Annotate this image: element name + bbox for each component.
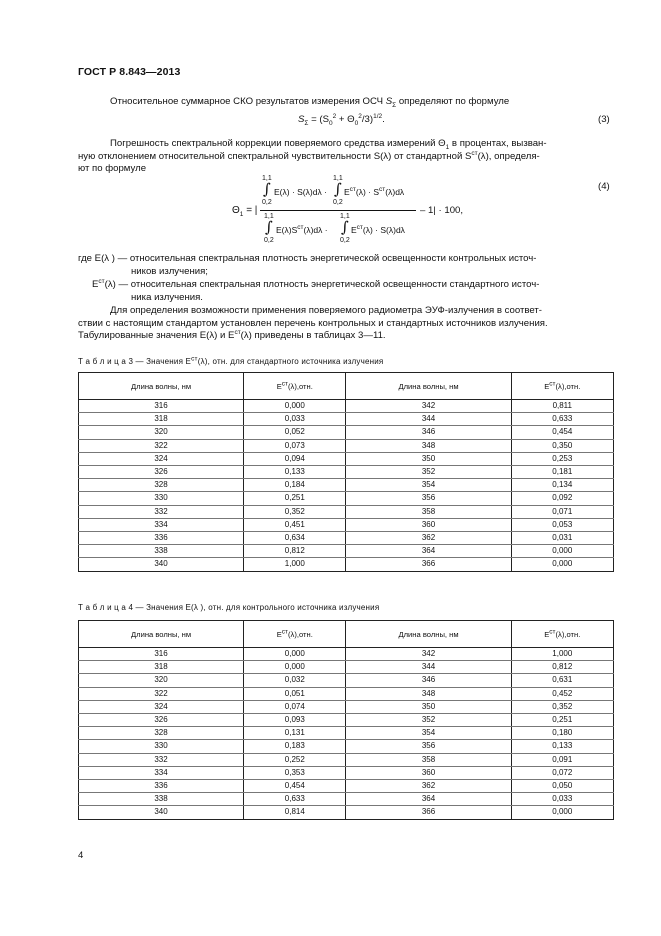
table-cell: 0,053 (511, 518, 613, 531)
table-cell: 0,052 (244, 426, 346, 439)
table-cell: 354 (346, 479, 511, 492)
table-row (79, 545, 614, 558)
table-cell: 0,183 (244, 740, 346, 753)
column-header: $E^{ст}(\lambda),отн$. (244, 373, 346, 400)
table-cell: 326 (79, 714, 244, 727)
column-header: Длина волны, нм (79, 621, 244, 648)
table-cell: 356 (346, 740, 511, 753)
table-cell: 0,072 (511, 766, 613, 779)
table-cell: 0,251 (244, 492, 346, 505)
table-row (79, 439, 614, 452)
column-header: Длина волны, нм (346, 373, 511, 400)
table-row (79, 766, 614, 779)
table-cell: 328 (79, 479, 244, 492)
table-cell: 0,093 (244, 714, 346, 727)
document-header: ГОСТ Р 8.843—2013 (78, 66, 181, 78)
table-cell: 0,133 (511, 740, 613, 753)
table-cell: 336 (79, 532, 244, 545)
table-cell: 348 (346, 687, 511, 700)
table-header-row (79, 621, 614, 648)
table-cell: 324 (79, 452, 244, 465)
integral-sign: ∫ (341, 218, 349, 236)
table-cell: 0,033 (244, 413, 346, 426)
table-cell: 316 (79, 400, 244, 413)
table-cell: 360 (346, 766, 511, 779)
table-cell: 344 (346, 661, 511, 674)
integral-sign: ∫ (263, 180, 271, 198)
table-cell: 334 (79, 518, 244, 531)
table-row (79, 413, 614, 426)
column-header: $E^{ст}(\lambda),отн$. (511, 373, 613, 400)
table-cell: 0,074 (244, 700, 346, 713)
table-row (79, 558, 614, 571)
table-cell: 336 (79, 780, 244, 793)
table-3 (78, 372, 614, 572)
table-row (79, 714, 614, 727)
table-cell: 0,000 (511, 806, 613, 819)
table-cell: 1,000 (244, 558, 346, 571)
table-cell: 0,000 (244, 661, 346, 674)
table-row (79, 505, 614, 518)
table-cell: 332 (79, 505, 244, 518)
table-cell: 322 (79, 439, 244, 452)
table-cell: 338 (79, 793, 244, 806)
table-cell: 0,033 (511, 793, 613, 806)
table-row (79, 452, 614, 465)
paragraph-sources: Для определения возможности применения поверяемого радиометра ЭУФ-излучения в соответ- ствии с настоящим стандартом установлен перечень контрольных и стандартных источников излучения. Табулированные значения E(λ) и $E^{ст}(\lambda)$ приведены в таблицах 3—11. (78, 305, 548, 342)
table-row (79, 648, 614, 661)
table-cell: 0,092 (511, 492, 613, 505)
column-header: $E^{ст}(\lambda),отн$. (244, 621, 346, 648)
table-cell: 350 (346, 452, 511, 465)
fraction-line (260, 210, 416, 211)
table-cell: 0,812 (511, 661, 613, 674)
table-cell: 346 (346, 426, 511, 439)
table-cell: 352 (346, 714, 511, 727)
table-cell: 0,451 (244, 518, 346, 531)
table-cell: 340 (79, 806, 244, 819)
table-cell: 0,454 (244, 780, 346, 793)
paragraph-sko: Относительное суммарное СКО результатов измерения ОСЧ $S_\Sigma$ определяют по формуле (110, 96, 510, 109)
table-cell: 0,631 (511, 674, 613, 687)
table-cell: 330 (79, 492, 244, 505)
table-cell: 342 (346, 648, 511, 661)
table-cell: 352 (346, 466, 511, 479)
table-cell: 0,633 (511, 413, 613, 426)
table-row (79, 700, 614, 713)
table-cell: 0,350 (511, 439, 613, 452)
table-cell: 346 (346, 674, 511, 687)
table-cell: 0,000 (511, 558, 613, 571)
table-cell: 0,031 (511, 532, 613, 545)
table-cell: 0,131 (244, 727, 346, 740)
table-cell: 326 (79, 466, 244, 479)
table-cell: 0,091 (511, 753, 613, 766)
column-header: Длина волны, нм (79, 373, 244, 400)
table-row (79, 426, 614, 439)
table-row (79, 806, 614, 819)
table-row (79, 661, 614, 674)
table-cell: 0,000 (511, 545, 613, 558)
table-cell: 366 (346, 558, 511, 571)
table-row (79, 466, 614, 479)
table-cell: 360 (346, 518, 511, 531)
table-cell: 366 (346, 806, 511, 819)
table-cell: 0,000 (244, 400, 346, 413)
table-cell: 0,811 (511, 400, 613, 413)
table-cell: 330 (79, 740, 244, 753)
table-cell: 0,181 (511, 466, 613, 479)
paragraph-error: Погрешность спектральной коррекции поверяемого средства измерений $\Theta_1$ в процентах, вызван- ную отклонением относительной спектральной чувствительности S(λ) от стандартной $S^{ст}(\lambda)$, определя- ют по формуле (78, 138, 547, 175)
table-cell: 0,252 (244, 753, 346, 766)
table-cell: 0,251 (511, 714, 613, 727)
equation-3: $S_\Sigma = (S_0^2 + \Theta_0^2/3)^{1/2}$. (298, 112, 385, 127)
table-cell: 0,180 (511, 727, 613, 740)
page-number: 4 (78, 850, 84, 861)
table-cell: 364 (346, 793, 511, 806)
table-cell: 0,452 (511, 687, 613, 700)
table-cell: 328 (79, 727, 244, 740)
table-cell: 334 (79, 766, 244, 779)
table-cell: 364 (346, 545, 511, 558)
table-4 (78, 620, 614, 820)
table-cell: 0,071 (511, 505, 613, 518)
table-cell: 0,032 (244, 674, 346, 687)
table-cell: 0,253 (511, 452, 613, 465)
table-row (79, 793, 614, 806)
table-cell: 358 (346, 753, 511, 766)
table-cell: 322 (79, 687, 244, 700)
table-row (79, 518, 614, 531)
table-cell: 0,634 (244, 532, 346, 545)
table-cell: 332 (79, 753, 244, 766)
table-row (79, 727, 614, 740)
integral-sign: ∫ (334, 180, 342, 198)
table-cell: 0,134 (511, 479, 613, 492)
table-cell: 316 (79, 648, 244, 661)
table-row (79, 753, 614, 766)
table-cell: 0,814 (244, 806, 346, 819)
table-row (79, 740, 614, 753)
table-header-row (79, 373, 614, 400)
table-cell: 342 (346, 400, 511, 413)
table-4-caption: Т а б л и ц а 4 — Значения E(λ ), отн. для контрольного источника излучения (78, 603, 380, 612)
column-header: $E^{ст}(\lambda),отн$. (511, 621, 613, 648)
table-cell: 356 (346, 492, 511, 505)
table-cell: 0,094 (244, 452, 346, 465)
table-cell: 1,000 (511, 648, 613, 661)
table-cell: 362 (346, 532, 511, 545)
table-row (79, 674, 614, 687)
table-cell: 0,000 (244, 648, 346, 661)
table-cell: 0,073 (244, 439, 346, 452)
table-cell: 350 (346, 700, 511, 713)
table-cell: 0,454 (511, 426, 613, 439)
table-cell: 318 (79, 413, 244, 426)
table-cell: 0,050 (511, 780, 613, 793)
table-cell: 0,133 (244, 466, 346, 479)
table-cell: 358 (346, 505, 511, 518)
equation-3-number: (3) (598, 114, 610, 125)
table-cell: 324 (79, 700, 244, 713)
table-cell: 348 (346, 439, 511, 452)
table-cell: 0,812 (244, 545, 346, 558)
table-cell: 0,352 (511, 700, 613, 713)
theta-symbol: $\Theta_1$ = | (232, 205, 258, 218)
table-cell: 338 (79, 545, 244, 558)
table-row (79, 492, 614, 505)
table-row (79, 780, 614, 793)
table-cell: 320 (79, 674, 244, 687)
table-cell: 0,051 (244, 687, 346, 700)
table-cell: 340 (79, 558, 244, 571)
table-cell: 354 (346, 727, 511, 740)
table-cell: 318 (79, 661, 244, 674)
table-row (79, 479, 614, 492)
definition-e: где E(λ ) — относительная спектральная плотность энергетической освещенности контрольных источ- ников излучения; (78, 253, 537, 277)
table-cell: 0,353 (244, 766, 346, 779)
equation-4-number: (4) (598, 181, 610, 192)
table-cell: 0,633 (244, 793, 346, 806)
table-cell: 344 (346, 413, 511, 426)
column-header: Длина волны, нм (346, 621, 511, 648)
table-row (79, 532, 614, 545)
integral-sign: ∫ (265, 218, 273, 236)
table-cell: 320 (79, 426, 244, 439)
table-cell: 362 (346, 780, 511, 793)
table-cell: 0,184 (244, 479, 346, 492)
definition-est: $E^{ст}(\lambda)$ — относительная спектральная плотность энергетической освещенности стандартного источ- ника излучения. (92, 277, 540, 303)
table-row (79, 400, 614, 413)
table-cell: 0,352 (244, 505, 346, 518)
table-row (79, 687, 614, 700)
table-3-caption: Т а б л и ц а 3 — Значения $E^{ст}(\lambda)$, отн. для стандартного источника излучения (78, 355, 384, 366)
